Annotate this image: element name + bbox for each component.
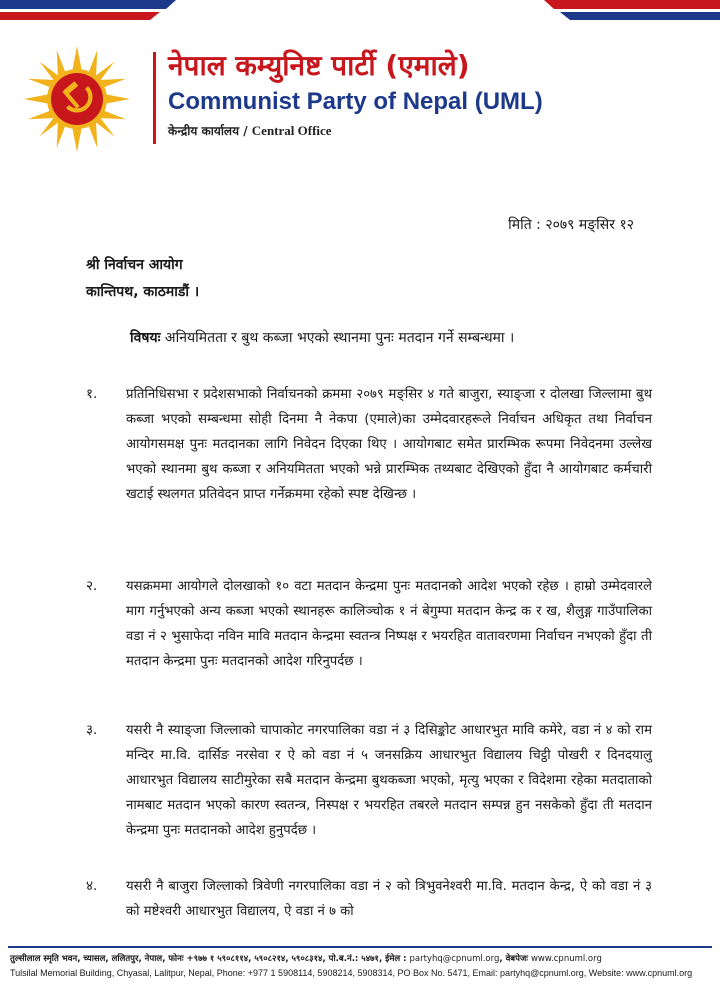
footer-email-link[interactable]: partyhq@cpnuml.org [409,954,500,964]
date-separator: : [536,217,541,233]
paragraph-text: यसक्रममा आयोगले दोलखाको १० वटा मतदान केन्द्रमा पुनः मतदानको आदेश भएको रहेछ । हाम्रो उम्मेदवारले माग गर्नुभएको अन्य कब्जा भएको स्थानहरू कालिञ्चोक १ नं बेगुम्पा मतदान केन्द्र क र ख, शैलुङ्ग गाउँपालिका वडा नं २ भुसाफेदा नविन मावि मतदान केन्द्रमा स्वतन्त्र निष्पक्ष र भयरहित वातावरणमा निर्वाचन नभएको हुँदा ती मतदान केन्द्रमा पुनः मतदानको आदेश गरिनुपर्दछ । [126,579,652,669]
corner-stripe-right [490,0,720,24]
corner-stripe-left [0,0,230,24]
office-name [168,122,332,139]
office-name-nepali: केन्द्रीय कार्यालय [168,124,240,138]
date-value: २०७९ मङ्सिर १२ [545,217,634,233]
footer-website-link[interactable]: www.cpnuml.org [530,954,602,964]
paragraph-number: ४. [86,878,98,894]
recipient-address [86,252,199,306]
paragraph-text: यसरी नै बाजुरा जिल्लाको त्रिवेणी नगरपालिका वडा नं २ को त्रिभुवनेश्वरी मा.वि. मतदान केन्द्र, ऐ को वडा नं ३ को मष्टेश्वरी आधारभुत विद्यालय, ऐ वडा नं ७ को [126,879,652,919]
party-name-nepali: नेपाल कम्युनिष्ट पार्टी (एमाले) [168,49,470,82]
paragraph-text: प्रतिनिधिसभा र प्रदेशसभाको निर्वाचनको क्रममा २०७९ मङ्सिर ४ गते बाजुरा, स्याङ्जा र दोलखा जिल्लामा बुथ कब्जा भएको सम्बन्धमा सोही दिनमा नै नेकपा (एमाले)का उम्मेदवारहरूले निर्वाचन अधिकृत तथा निर्वाचन आयोगसमक्ष पुनः मतदानका लागि निवेदन दिएका थिए । आयोगबाट समेत प्रारम्भिक रूपमा निवेदनमा उल्लेख भएको स्थानमा बुथ कब्जा र अनियमितता भएको भन्ने प्रारम्भिक तथ्यबाट देखिएको हुँदा नै आयोगबाट कर्मचारी खटाई स्थलगत प्रतिवेदन प्राप्त गर्नेक्रममा रहेको स्पष्ट देखिन्छ । [126,387,652,502]
paragraph-number: १. [86,386,98,402]
office-name-english: Central Office [251,123,332,138]
office-separator: / [243,124,248,138]
letter-footer [0,946,720,1000]
footer-rule [8,946,712,948]
date-label: मिति [508,217,532,233]
footer-address-english: Tulsilal Memorial Building, Chyasal, Lalitpur, Nepal, Phone: +977 1 5908114, 5908214, 5908314, PO Box No. 5471, Email: partyhq@cpnuml.org, Website: www.cpnuml.org [10,968,693,978]
paragraph-number: २. [86,578,98,594]
letterhead [22,40,702,150]
footer-web-label: , वेबपेजः [499,954,531,964]
letter-subject [130,328,514,347]
subject-label: विषयः [130,330,161,346]
paragraph-text: यसरी नै स्याङ्जा जिल्लाको चापाकोट नगरपालिका वडा नं ३ दिसिङ्कोट आधारभुत मावि कमेरे, वडा नं ४ को राम मन्दिर मा.वि. दार्सिङ नरसेवा र ऐ को वडा नं ५ जनसक्रिय आधारभुत विद्यालय चिट्ठी पोखरी र दिनदयालु आधारभुत विद्यालय साटीमुरेका सबै मतदान केन्द्रमा बुथकब्जा भएको, मृत्यु भएका र विदेशमा रहेका मतदाताको नामबाट मतदान भएको कारण स्वतन्त्र, निस्पक्ष र भयरहित तबरले मतदान सम्पन्न हुन नसकेको हुँदा ती मतदान केन्द्रमा पुनः मतदानको आदेश हुनुपर्दछ । [126,723,652,838]
subject-text: अनियमितता र बुथ कब्जा भएको स्थानमा पुनः मतदान गर्ने सम्बन्धमा । [164,330,515,346]
footer-address-text: तुल्सीलाल स्मृति भवन, च्यासल, ललितपुर, नेपाल, फोनः +९७७ १ ५९०८११४, ५९०८२१४, ५९०८३१४, पो.ब.नं.: ५४७१, ईमेल : [10,954,410,964]
recipient-line-1: श्री निर्वाचन आयोग [86,257,183,273]
party-name-english: Communist Party of Nepal (UML) [168,88,543,115]
header-divider [153,52,156,144]
letter-date [508,215,634,234]
footer-address-nepali [10,953,602,964]
party-emblem-icon [22,44,132,154]
recipient-line-2: कान्तिपथ, काठमाडौं । [86,284,200,300]
paragraph-number: ३. [86,722,98,738]
